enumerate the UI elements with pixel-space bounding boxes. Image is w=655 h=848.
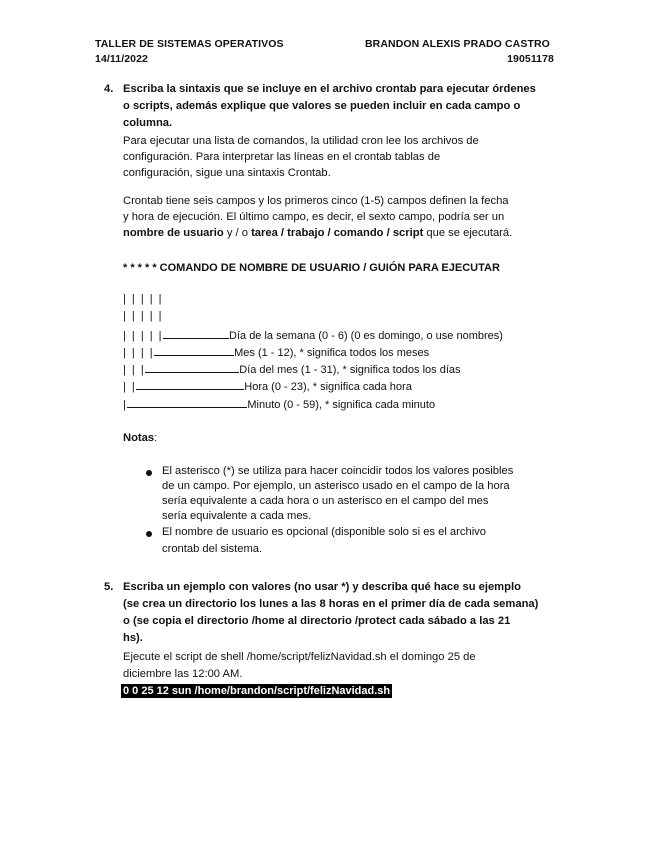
- diagram-row-2: | | | | |: [123, 310, 164, 322]
- diagram-row-month: | | | | Mes (1 - 12), * significa todos los meses: [123, 344, 429, 362]
- para2-line-1: Crontab tiene seis campos y los primeros cinco (1-5) campos definen la fecha: [123, 195, 509, 207]
- crontab-example-code: 0 0 25 12 sun /home/brandon/script/felizNavidad.sh: [123, 685, 391, 697]
- bullet-icon: [146, 531, 152, 537]
- note-1-line-1: El asterisco (*) se utiliza para hacer coincidir todos los valores posibles: [162, 465, 514, 477]
- student-id: 19051178: [507, 53, 554, 65]
- note-2-line-1: El nombre de usuario es opcional (disponible solo si es el archivo: [162, 526, 486, 538]
- note-2-line-2: crontab del sistema.: [162, 543, 263, 555]
- answer-line-1: Ejecute el script de shell /home/script/felizNavidad.sh el domingo 25 de: [123, 651, 476, 663]
- note-1-line-4: sería equivalente a cada mes.: [162, 510, 312, 522]
- diagram-row-1: | | | | |: [123, 293, 164, 305]
- diagram-row-weekday: | | | | | Día de la semana (0 - 6) (0 es domingo, o use nombres): [123, 327, 503, 345]
- note-1-line-3: sería equivalente a cada hora o un asterisco en el campo del mes: [162, 495, 489, 507]
- question-4-line-1: Escriba la sintaxis que se incluye en el archivo crontab para ejecutar órdenes: [123, 83, 536, 95]
- para1-line-2: configuración. Para interpretar las líneas en el crontab tablas de: [123, 151, 441, 163]
- document-date: 14/11/2022: [95, 53, 148, 65]
- diagram-row-day-of-month: | | | Día del mes (1 - 31), * significa todos los días: [123, 361, 461, 379]
- username-term: nombre de usuario: [123, 227, 224, 239]
- para2-end: que se ejecutará.: [423, 227, 513, 239]
- answer-line-2: diciembre las 12:00 AM.: [123, 668, 243, 680]
- question-5-line-3: o (se copia el directorio /home al directorio /protect cada sábado a las 21: [123, 615, 511, 627]
- question-4-number: 4.: [104, 83, 114, 95]
- para1-line-1: Para ejecutar una lista de comandos, la utilidad cron lee los archivos de: [123, 135, 479, 147]
- para1-line-3: configuración, sigue una sintaxis Crontab.: [123, 167, 331, 179]
- question-4-line-2: o scripts, además explique que valores se pueden incluir en cada campo o: [123, 100, 521, 112]
- course-title: TALLER DE SISTEMAS OPERATIVOS: [95, 38, 284, 50]
- note-1-line-2: de un campo. Por ejemplo, un asterisco usado en el campo de la hora: [162, 480, 510, 492]
- question-5-number: 5.: [104, 581, 114, 593]
- question-5-line-4: hs).: [123, 632, 143, 644]
- diagram-row-hour: | | Hora (0 - 23), * significa cada hora: [123, 378, 412, 396]
- question-5-line-2: (se crea un directorio los lunes a las 8 horas en el primer día de cada semana): [123, 598, 539, 610]
- question-5-line-1: Escriba un ejemplo con valores (no usar *) y describa qué hace su ejemplo: [123, 581, 521, 593]
- para2-connector: y / o: [223, 227, 252, 239]
- author-name: BRANDON ALEXIS PRADO CASTRO: [365, 38, 550, 50]
- diagram-row-minute: | Minuto (0 - 59), * significa cada minuto: [123, 396, 435, 414]
- task-term: tarea / trabajo / comando / script: [251, 227, 424, 239]
- notes-heading: Notas:: [123, 432, 158, 444]
- bullet-icon: [146, 470, 152, 476]
- crontab-syntax: * * * * * COMANDO DE NOMBRE DE USUARIO / GUIÓN PARA EJECUTAR: [123, 262, 500, 274]
- para2-line-3: [123, 225, 512, 242]
- para2-line-2: y hora de ejecución. El último campo, es decir, el sexto campo, podría ser un: [123, 211, 505, 223]
- question-4-line-3: columna.: [123, 117, 173, 129]
